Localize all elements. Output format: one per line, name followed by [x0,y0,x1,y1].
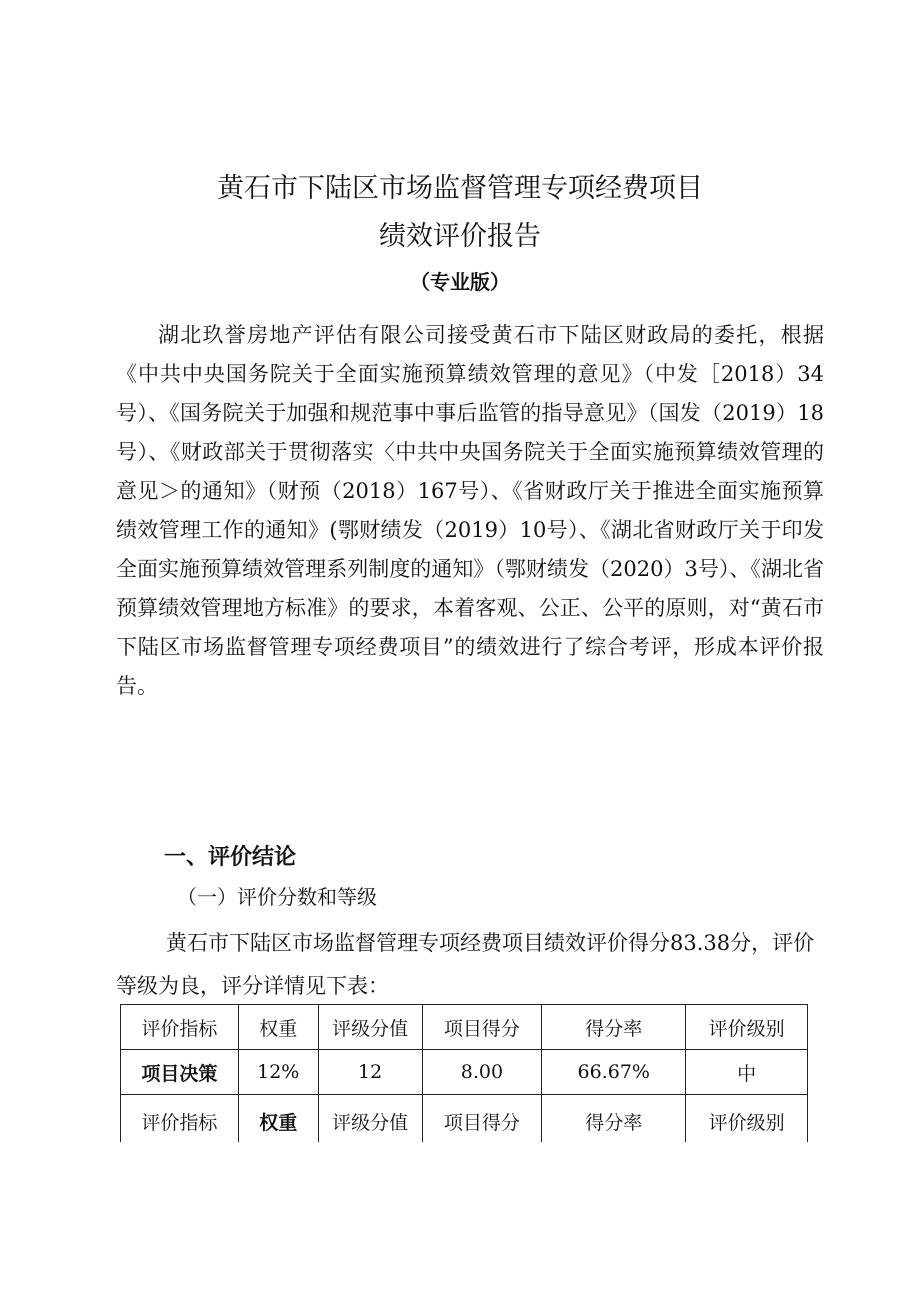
table-cell: 评级分值 [318,1095,422,1148]
table-cell: 评价指标 [121,1095,239,1148]
score-paragraph: 黄石市下陆区市场监督管理专项经费项目绩效评价得分83.38分，评价等级为良，评分详情见下表： [116,931,815,998]
page-cutoff [0,1142,920,1301]
report-subtitle: （专业版） [410,270,510,294]
table-cell: 评价级别 [686,1095,808,1148]
table-row [121,1095,808,1148]
table-cell: 项目决策 [121,1050,239,1095]
table-row [121,1050,808,1095]
table-cell: 项目得分 [422,1095,542,1148]
table-cell: 12 [318,1050,422,1095]
score-table [120,1004,808,1148]
intro-paragraph: 湖北玖誉房地产评估有限公司接受黄石市下陆区财政局的委托，根据《中共中央国务院关于全面实施预算绩效管理的意见》（中发［2018）34号）、《国务院关于加强和规范事中事后监管的指导意见》（国发（2019）18号）、《财政部关于贯彻落实〈中共中央国务院关于全面实施预算绩效管理的意见＞的通知》（财预（2018）167号）、《省财政厅关于推进全面实施预算绩效管理工作的通知》(鄂财绩发（2019）10号）、《湖北省财政厅关于印发全面实施预算绩效管理系列制度的通知》（鄂财绩发（2020）3号）、《湖北省预算绩效管理地方标准》的要求，本着客观、公正、公平的原则，对“黄石市下陆区市场监督管理专项经费项目”的绩效进行了综合考评，形成本评价报告。 [116,323,824,698]
table-cell: 8.00 [422,1050,542,1095]
table-header-cell: 评级分值 [318,1005,422,1050]
table-header-cell: 评价级别 [686,1005,808,1050]
table-cell: 12% [238,1050,318,1095]
report-title-line1: 黄石市下陆区市场监督管理专项经费项目 [217,173,703,204]
table-header-cell: 评价指标 [121,1005,239,1050]
table-header-row [121,1005,808,1050]
table-cell: 中 [686,1050,808,1095]
report-title-line2: 绩效评价报告 [379,221,541,252]
table-header-cell: 项目得分 [422,1005,542,1050]
table-header-cell: 权重 [238,1005,318,1050]
table-cell: 得分率 [542,1095,686,1148]
table-header-cell: 得分率 [542,1005,686,1050]
subsection-heading: （一）评价分数和等级 [177,885,377,909]
section-heading: 一、评价结论 [164,844,297,870]
table-cell: 66.67% [542,1050,686,1095]
table-cell: 权重 [238,1095,318,1148]
